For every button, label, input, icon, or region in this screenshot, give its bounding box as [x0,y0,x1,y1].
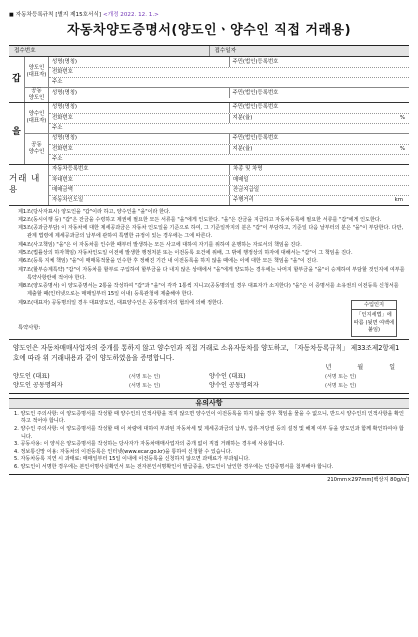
form-reference: 자동차등록규칙 [별지 제15호서식] [15,11,102,18]
transferee-joint-label: 공동 양수인 [25,134,49,164]
term-3: 제3조(공과금부담) 이 자동차에 대한 제세공과금은 자동차 인도일을 기준으로 하여, 그 기준일까지의 분은 "갑"이 부담하고, 기준일 다음 날부터의 분은 "을"이 부담한다. 다만, 관계 법령에 제세공과금의 납부에 관하여 특별한 규정이 있는 경우에는 그에 따른다. [18,225,404,240]
terms-section [9,205,409,340]
date-year[interactable]: 년 [325,364,332,372]
form-table [9,45,409,394]
caution-5: 5. 자동차등록 지연 시 과태료: 매매일부터 15일 이내에 이전등록을 신청하지 않으면 과태료가 부과됩니다. [14,456,250,463]
vehicle-registration-no-field[interactable]: 자동차등록번호 [52,166,89,173]
document-title: 자동차양도증명서(양도인ㆍ양수인 직접 거래용) [66,23,352,38]
transferor-main-label: 양도인 (대표자) [25,57,49,87]
caution-1: 1. 양도인 주의사항: 이 양도증명서를 작성할 때 양수인의 인적사항을 적지 않으면 양수인이 이전등록을 하지 않을 경우 책임을 물을 수 없으니, 반드시 양수인의 인적사항을 확인하고 적어야 합니다. [14,410,404,425]
revenue-stamp-box [351,300,397,337]
transaction-section [9,164,409,205]
paper-spec: 210mm×297mm[백상지 80g/㎡] [327,476,409,483]
vehicle-delivery-date-field[interactable]: 자동차인도일 [52,196,84,203]
receipt-number-cell: 접수번호 [14,47,36,54]
cautions-title: 유의사항 [9,398,409,409]
receipt-date-cell: 접수일자 [209,46,410,56]
transferee-name-field[interactable]: 성명(명칭) [52,104,78,111]
joint-transferee-signature[interactable]: (서명 또는 인) [325,382,357,389]
joint-transferee-name-field[interactable]: 성명(명칭) [52,135,78,142]
term-2: 제2조(동시이행 등) "갑"은 잔금을 수령하고 제권에 필요한 모든 서류를 "을"에게 인도한다. "을"은 잔금을 지급하고 자동차등록에 필요한 서류를 "갑"에게 인도한다. [18,216,382,223]
transferee-main-label: 양수인 (대표자) [25,103,49,133]
mileage-field[interactable]: 주행거리 km [229,196,409,205]
sale-price-field[interactable]: 매매금액 [52,186,73,193]
joint-transferor-signer: 양도인 공동명의자 [13,382,63,390]
transferor-phone-field[interactable]: 전화번호 [52,69,73,76]
chassis-number-field[interactable]: 차대번호 [52,176,73,183]
transferor-section [9,56,409,102]
revision-date: <개정 2022. 12. 1.> [103,11,159,18]
transferee-share-field[interactable]: 지분(율) % [229,114,410,123]
form-header [9,10,409,20]
sale-date-field[interactable]: 매매일 [229,176,409,185]
transferor-name-field[interactable]: 성명(명칭) [52,58,78,65]
term-1: 제1조(당사자표시) 양도인을 "갑"이라 하고, 양수인을 "을"이라 한다. [18,208,171,215]
transferor-main [25,57,409,87]
transferee-joint [25,133,409,164]
term-8: 제8조(양도증명서) 이 양도증명서는 2통을 작성하여 "갑"과 "을"이 각각 1통씩 지니고(공동명의일 경우 대표자가 소지한다) "을"은 이 증명서를 소유권의 이전등록 신청서를 제출할 때(인터넷으로는 매매일부터 15일 이내) 등록관청에 제출해야 한다. [18,283,399,297]
term-9: 제9조(대표자) 공동명의일 경우 대표양도인, 대표양수인은 공동명의자의 협의에 의해 정한다. [18,299,224,306]
vehicle-type-name-field[interactable]: 차종 및 차명 [229,165,409,175]
special-terms-field[interactable]: 특약사항: [18,325,41,332]
transaction-label: 거래 내용 [9,165,49,205]
cautions-section [9,409,409,475]
transferee-section [9,102,409,164]
caution-4: 4. 정보통신망 이용: 자동차의 이전등록은 인터넷(www.ecar.go.kr)을 통하여 신청할 수 있습니다. [14,448,233,455]
transferee-rep-signature[interactable]: (서명 또는 인) [325,373,357,380]
joint-transferor-signature[interactable]: (서명 또는 인) [129,382,161,389]
transferee-main [25,103,409,133]
revenue-stamp-title: 수입인지 [352,301,396,311]
joint-transferee-address-field[interactable]: 주소 [52,155,63,162]
transferee-side-label: 을 [9,103,25,164]
revenue-stamp-note: 「인지세법」에 따름 (뒷면 여백에 붙임) [353,312,395,333]
caution-2: 2. 양수인 주의사항: 이 양도증명서를 작성할 때 이 차량에 대하여 부과된 자동차세 및 제세공과금의 납부, 압류·저당권 등의 설정 및 해제 여부 등을 양도인과 함께 확인하여야 합니다. [14,425,404,440]
transferee-rep-signer: 양수인 (대표) [209,373,246,381]
balance-payment-date-field[interactable]: 잔금지급일 [229,186,409,195]
transferee-phone-field[interactable]: 전화번호 [52,114,73,121]
signature-row-joint [9,382,409,391]
joint-transferor-name-field[interactable]: 성명(명칭) [52,89,78,96]
transferor-joint [25,87,409,102]
date-line [9,364,409,373]
transferor-joint-label: 공동 양도인 [25,88,49,102]
joint-transferee-id-field[interactable]: 주민(법인)등록번호 [229,134,410,144]
transferor-side-label: 갑 [9,57,25,102]
date-day[interactable]: 일 [389,364,395,372]
transferor-rep-signer: 양도인 (대표) [13,373,50,381]
transferor-address-field[interactable]: 주소 [52,79,63,86]
bullet-mark: ■ [9,11,14,18]
transferee-address-field[interactable]: 주소 [52,124,63,131]
term-4: 제4조(사고책임) "을"은 이 자동차를 인수한 때부터 발생하는 모든 사고에 대하여 자기를 위하여 운행하는 자로서의 책임을 진다. [18,241,302,248]
transferor-rep-signature[interactable]: (서명 또는 인) [129,373,161,380]
joint-transferee-share-field[interactable]: 지분(율) % [229,145,410,154]
receipt-row [9,46,409,56]
confirmation-section [9,339,409,390]
date-month[interactable]: 월 [357,364,364,372]
term-7: 제7조(할부승계특약) "갑"이 자동차를 할부로 구입하여 할부금을 다 내지 않은 상태에서 "을"에게 양도하는 경우에는 나머지 할부금을 "을"이 승계하여 부담할 것인지에 여부를 특약사항란에 적어야 한다. [18,266,405,281]
term-5: 제5조(법률상의 하자책임) 자동차인도일 이전에 발생한 행정처분 또는 이전등록 요건에 위배, 그 밖에 행정상의 하자에 대해서는 "갑"이 그 책임을 진다. [18,249,353,256]
transferee-id-field[interactable]: 주민(법인)등록번호 [229,103,410,113]
signature-row-representative [9,373,409,382]
joint-transferee-phone-field[interactable]: 전화번호 [52,145,73,152]
caution-3: 3. 공동사용: 이 양식은 양도증명서를 작성하는 당사자가 자동차매매사업자의 중개 없이 직접 거래하는 경우에 사용합니다. [14,441,285,448]
caution-6: 6. 양도인이 서명한 경우에는 본인서명사실확인서 또는 전자본인서명확인서 발급증을, 양도인이 날인한 경우에는 인감증명서를 첨부해야 합니다. [14,464,334,471]
joint-transferor-id-field[interactable]: 주민(법인)등록번호 [229,88,410,98]
term-6: 제6조(등록 지체 책임) "을"이 매매목적물을 인수한 후 정해진 기간 내 이전등록을 하지 않을 때에는 이에 대한 모든 책임을 "을"이 진다. [18,258,318,265]
joint-transferee-signer: 양수인 공동명의자 [209,382,259,390]
transferor-id-field[interactable]: 주민(법인)등록번호 [229,57,410,67]
confirmation-text: 양도인은 자동차매매사업자의 중개를 통하지 않고 양수인과 직접 거래로 소유자동차를 양도하고, 「자동차등록규칙」 제33조제2항제1호에 따라 위 거래내용과 같이 양도하였음을 증명합니다. [13,344,400,363]
